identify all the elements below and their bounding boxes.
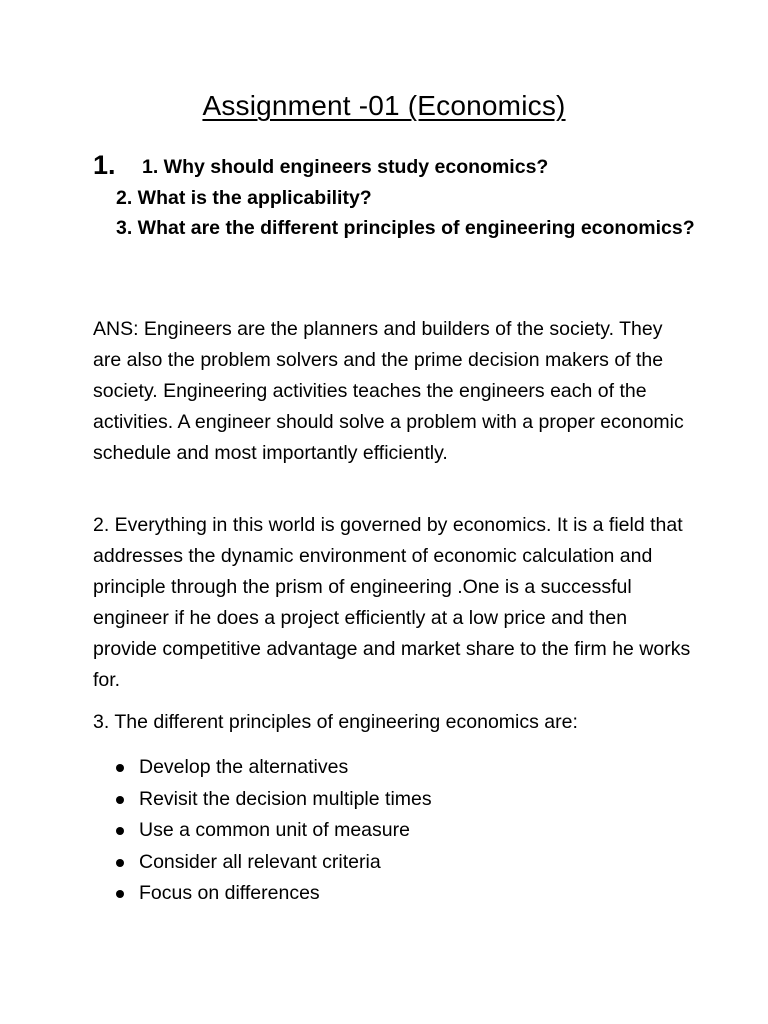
list-item-text: Develop the alternatives [139, 756, 349, 778]
bullet-icon [116, 796, 124, 804]
list-item [114, 784, 674, 816]
list-item [114, 815, 674, 847]
document-title [0, 88, 768, 124]
principles-list [114, 752, 674, 910]
question-3: 3. What are the different principles of engineering economics? [116, 217, 695, 239]
list-item-text: Use a common unit of measure [139, 819, 410, 842]
title-text: Assignment -01 (Economics) [202, 90, 566, 121]
question-list [116, 152, 716, 244]
question-number: 1. [93, 150, 116, 180]
list-item-text: Revisit the decision multiple times [139, 787, 432, 810]
list-item-text: Focus on differences [139, 882, 320, 905]
question-1: 1. Why should engineers study economics? [142, 156, 549, 178]
bullet-icon [116, 890, 124, 898]
list-item [114, 752, 674, 784]
answer-paragraph: ANS: Engineers are the planners and builders of the society. They are also the problem solvers and the prime decision makers of the society. Engineering activities teaches the engineers each of the activities. A engineer should solve a problem with a proper economic schedule and most importantly efficiently. [93, 318, 684, 464]
paragraph-2: 2. Everything in this world is governed by economics. It is a field that addresses the dynamic environment of economic calculation and principle through the prism of engineering .One is a successful engineer if he does a project efficiently at a low price and then provide competitive advantage and market share to the firm he works for. [93, 514, 691, 691]
bullet-icon [116, 764, 124, 772]
bullet-icon [116, 859, 124, 867]
paragraph-3: 3. The different principles of engineering economics are: [93, 711, 578, 733]
list-item [114, 847, 674, 879]
list-item-text: Consider all relevant criteria [139, 850, 381, 873]
bullet-icon [116, 827, 124, 835]
question-2: 2. What is the applicability? [116, 186, 372, 209]
list-item [114, 878, 674, 910]
